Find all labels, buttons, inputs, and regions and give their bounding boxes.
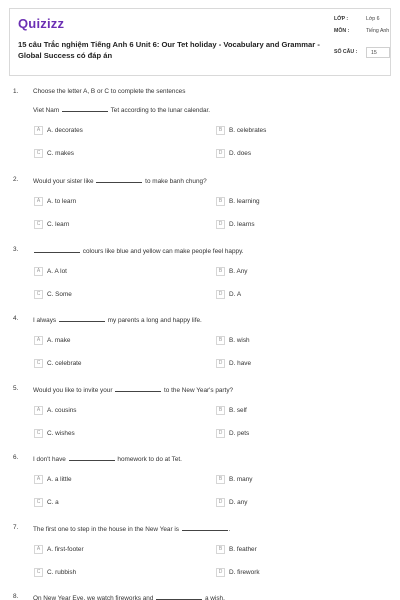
answer-option-a[interactable] bbox=[34, 406, 76, 415]
option-text: C. wishes bbox=[47, 429, 75, 437]
option-text: D. learns bbox=[229, 221, 255, 228]
answer-option-d[interactable] bbox=[216, 290, 241, 299]
question-text-before: The first one to step in the house in the New Year is bbox=[33, 525, 181, 533]
question-text-after: to make banh chung? bbox=[143, 178, 207, 185]
option-text: D. firework bbox=[229, 568, 260, 576]
answer-option-c[interactable] bbox=[34, 429, 75, 438]
option-text: C. a bbox=[47, 499, 59, 506]
answer-option-c[interactable] bbox=[34, 498, 59, 507]
question-item bbox=[0, 593, 400, 600]
option-text: A. to learn bbox=[47, 198, 77, 205]
option-text: B. learning bbox=[229, 198, 260, 205]
question-text bbox=[33, 385, 233, 394]
option-text: B. celebrates bbox=[229, 127, 267, 134]
answer-option-a[interactable] bbox=[34, 267, 67, 276]
option-letter-box: D bbox=[216, 220, 225, 229]
question-text-after: . bbox=[228, 525, 231, 533]
answer-blank bbox=[62, 105, 108, 112]
option-text: A. a little bbox=[47, 476, 72, 483]
question-text-before: I always bbox=[33, 317, 58, 324]
answer-option-d[interactable] bbox=[216, 359, 251, 368]
class-row bbox=[334, 16, 390, 28]
quizizz-logo: Quizizz bbox=[18, 16, 65, 31]
answer-option-b[interactable] bbox=[216, 197, 260, 206]
question-item bbox=[0, 88, 400, 176]
question-text bbox=[33, 524, 231, 533]
option-letter-box: C bbox=[34, 149, 43, 158]
question-number: 8. bbox=[13, 593, 19, 600]
question-number: 6. bbox=[13, 454, 19, 461]
question-item bbox=[0, 246, 400, 316]
question-text bbox=[33, 246, 244, 255]
question-text-after: a wish. bbox=[203, 595, 225, 600]
question-item bbox=[0, 315, 400, 385]
subject-value: Tiếng Anh bbox=[366, 28, 390, 34]
question-text-before: On New Year Eve, we watch fireworks and bbox=[33, 595, 156, 600]
question-text-after: my parents a long and happy life. bbox=[105, 317, 202, 324]
option-text: C. makes bbox=[47, 150, 74, 157]
option-text: A. first-footer bbox=[47, 545, 84, 553]
option-letter-box: B bbox=[216, 336, 225, 345]
question-text bbox=[33, 315, 202, 324]
option-letter-box: D bbox=[216, 498, 225, 507]
answer-blank bbox=[96, 176, 142, 183]
option-text: B. wish bbox=[229, 337, 250, 344]
option-letter-box: D bbox=[216, 290, 225, 299]
subject-row bbox=[334, 28, 390, 49]
answer-option-d[interactable] bbox=[216, 498, 247, 507]
option-text: D. pets bbox=[229, 429, 250, 437]
option-letter-box: D bbox=[216, 429, 225, 438]
answer-blank bbox=[156, 593, 202, 600]
answer-blank bbox=[69, 454, 115, 461]
answer-option-d[interactable] bbox=[216, 429, 249, 438]
option-letter-box: C bbox=[34, 220, 43, 229]
worksheet-title: 15 câu Trắc nghiệm Tiếng Anh 6 Unit 6: Our Tet holiday - Vocabulary and Grammar - Global Success có đáp án bbox=[18, 40, 320, 60]
option-text: B. self bbox=[229, 406, 247, 414]
answer-option-b[interactable] bbox=[216, 336, 250, 345]
question-list bbox=[0, 88, 400, 600]
option-letter-box: A bbox=[34, 267, 43, 276]
answer-option-a[interactable] bbox=[34, 336, 70, 345]
answer-option-c[interactable] bbox=[34, 149, 74, 158]
question-number: 4. bbox=[13, 315, 19, 322]
option-text: D. any bbox=[229, 499, 248, 506]
answer-blank bbox=[182, 524, 228, 531]
option-letter-box: C bbox=[34, 429, 43, 438]
option-text: B. Any bbox=[229, 267, 248, 275]
question-number: 7. bbox=[13, 523, 19, 531]
question-number: 3. bbox=[13, 245, 19, 253]
option-letter-box: C bbox=[34, 568, 43, 577]
answer-option-d[interactable] bbox=[216, 149, 251, 158]
option-text: C. rubbish bbox=[47, 568, 77, 576]
answer-option-b[interactable] bbox=[216, 126, 266, 135]
option-letter-box: D bbox=[216, 568, 225, 577]
class-label: LỚP : bbox=[334, 16, 349, 22]
answer-option-c[interactable] bbox=[34, 290, 72, 299]
question-item bbox=[0, 385, 400, 455]
option-text: A. make bbox=[47, 337, 71, 344]
answer-option-c[interactable] bbox=[34, 568, 76, 577]
question-count-row bbox=[334, 49, 390, 61]
question-item bbox=[0, 454, 400, 524]
question-text-before: I don't have bbox=[33, 456, 68, 463]
option-text: B. many bbox=[229, 476, 253, 483]
question-text bbox=[33, 593, 225, 600]
question-text-after: to the New Year's party? bbox=[162, 386, 234, 394]
option-letter-box: B bbox=[216, 545, 225, 554]
option-text: C. Some bbox=[47, 290, 72, 298]
instruction-text: Choose the letter A, B or C to complete the sentences bbox=[33, 88, 186, 95]
answer-blank bbox=[59, 315, 105, 322]
option-letter-box: D bbox=[216, 149, 225, 158]
option-letter-box: C bbox=[34, 290, 43, 299]
question-number: 5. bbox=[13, 384, 19, 392]
answer-blank bbox=[115, 385, 161, 392]
question-text-before: Viet Nam bbox=[33, 107, 61, 114]
option-letter-box: C bbox=[34, 359, 43, 368]
option-letter-box: A bbox=[34, 406, 43, 415]
option-text: A. cousins bbox=[47, 406, 77, 414]
question-count-label: SỐ CÂU : bbox=[334, 49, 358, 55]
question-text-after: homework to do at Tet. bbox=[115, 456, 182, 463]
option-letter-box: B bbox=[216, 197, 225, 206]
option-letter-box: B bbox=[216, 126, 225, 135]
option-letter-box: A bbox=[34, 475, 43, 484]
question-text-after: Tet according to the lunar calendar. bbox=[108, 107, 211, 114]
answer-option-b[interactable] bbox=[216, 545, 257, 554]
option-letter-box: A bbox=[34, 545, 43, 554]
subject-label: MÔN : bbox=[334, 28, 350, 34]
answer-option-a[interactable] bbox=[34, 126, 83, 135]
option-text: D. A bbox=[229, 290, 242, 298]
answer-option-b[interactable] bbox=[216, 475, 252, 484]
option-letter-box: A bbox=[34, 126, 43, 135]
option-text: B. feather bbox=[229, 545, 257, 553]
answer-option-d[interactable] bbox=[216, 220, 255, 229]
option-text: D. does bbox=[229, 150, 252, 157]
option-text: C. learn bbox=[47, 221, 70, 228]
answer-option-c[interactable] bbox=[34, 359, 81, 368]
answer-option-d[interactable] bbox=[216, 568, 260, 577]
question-count-value: 15 bbox=[366, 47, 390, 58]
answer-option-a[interactable] bbox=[34, 545, 84, 554]
option-letter-box: B bbox=[216, 475, 225, 484]
answer-blank bbox=[34, 246, 80, 253]
question-number: 2. bbox=[13, 176, 19, 183]
option-text: A. decorates bbox=[47, 127, 83, 134]
worksheet-meta bbox=[334, 16, 390, 61]
question-text bbox=[33, 454, 182, 463]
answer-option-a[interactable] bbox=[34, 475, 72, 484]
option-letter-box: A bbox=[34, 336, 43, 345]
option-letter-box: C bbox=[34, 498, 43, 507]
option-letter-box: B bbox=[216, 406, 225, 415]
answer-option-b[interactable] bbox=[216, 267, 247, 276]
answer-option-b[interactable] bbox=[216, 406, 247, 415]
option-text: A. A lot bbox=[47, 267, 67, 275]
question-item bbox=[0, 524, 400, 594]
question-text-before: Would your sister like bbox=[33, 178, 96, 185]
question-text-before: Would you like to invite your bbox=[33, 386, 115, 394]
question-text bbox=[33, 176, 207, 185]
question-text bbox=[33, 105, 210, 114]
worksheet-header bbox=[9, 8, 391, 76]
option-text: D. have bbox=[229, 360, 252, 367]
class-value: Lớp 6 bbox=[366, 16, 380, 22]
question-number: 1. bbox=[13, 88, 19, 95]
answer-option-c[interactable] bbox=[34, 220, 69, 229]
option-text: C. celebrate bbox=[47, 360, 82, 367]
answer-option-a[interactable] bbox=[34, 197, 76, 206]
question-item bbox=[0, 176, 400, 246]
question-text-after: colours like blue and yellow can make people feel happy. bbox=[81, 247, 244, 255]
option-letter-box: B bbox=[216, 267, 225, 276]
option-letter-box: D bbox=[216, 359, 225, 368]
option-letter-box: A bbox=[34, 197, 43, 206]
